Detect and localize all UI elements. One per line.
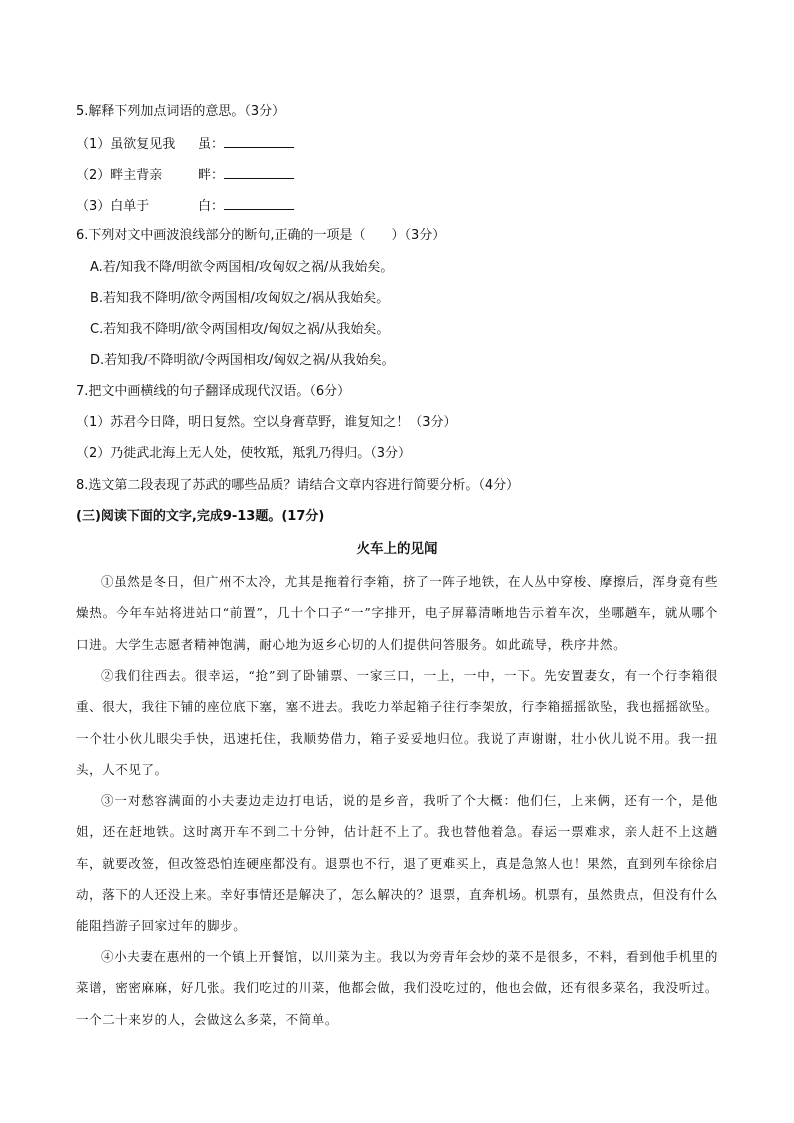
q5-item-text: （3）白单于 xyxy=(76,199,150,214)
q5-item-2 xyxy=(76,166,294,184)
q6-option-a: A.若/知我不降/明欲令两国相/攻匈奴之祸/从我始矣。 xyxy=(90,260,394,275)
q5-item-target: 畔： xyxy=(198,168,225,183)
q6-stem: 6.下列对文中画波浪线部分的断句,正确的一项是（ ）（3分） xyxy=(76,228,446,243)
q5-item-text: （1）虽欲复见我 xyxy=(76,137,176,152)
q7-stem: 7.把文中画横线的句子翻译成现代汉语。（6分） xyxy=(76,384,351,399)
section-heading: (三)阅读下面的文字,完成9-13题。(17分) xyxy=(76,509,325,524)
q6-option-c: C.若知我不降明/欲令两国相攻/匈奴之祸/从我始矣。 xyxy=(90,322,390,337)
article-paragraph-3: ③一对愁容满面的小夫妻边走边打电话，说的是乡音，我听了个大概：他们仨，上来俩，还有一个，是他姐，还在赶地铁。这时离开车不到二十分钟，估计赶不上了。我也替他着急。春运一票难求，亲人赶不上这趟车，就要改签，但改签恐怕连硬座都没有。退票也不行，退了更难买上，真是急煞人也！果然，直到列车徐徐启动，落下的人还没上来。幸好事情还是解决了，怎么解决的？退票，直奔机场。机票有，虽然贵点，但没有什么能阻挡游子回家过年的脚步。 xyxy=(76,793,718,934)
article-paragraph-2: ②我们往西去。很幸运，“抢”到了卧铺票、一家三口，一上，一中，一下。先安置妻女，有一个行李箱很重、很大，我往下铺的座位底下塞，塞不进去。我吃力举起箱子往行李架放，行李箱摇摇欲坠，我也摇摇欲坠。一个壮小伙儿眼尖手快，迅速托住，我顺势借力，箱子妥妥地归位。我说了声谢谢，壮小伙儿说不用。我一扭头，人不见了。 xyxy=(76,668,718,777)
q6-option-b: B.若知我不降明/欲令两国相/攻匈奴之/祸从我始矣。 xyxy=(90,291,390,306)
q5-item-1 xyxy=(76,135,294,153)
q5-item-3 xyxy=(76,197,294,215)
article-paragraph-4: ④小夫妻在惠州的一个镇上开餐馆，以川菜为主。我以为旁青年会炒的菜不是很多，不料，看到他手机里的菜谱，密密麻麻，好几张。我们吃过的川菜，他都会做，我们没吃过的，他也会做，还有很多菜名，我没听过。一个二十来岁的人，会做这么多菜，不简单。 xyxy=(76,949,718,1027)
q5-stem: 5.解释下列加点词语的意思。（3分） xyxy=(76,104,286,119)
article-title: 火车上的见闻 xyxy=(356,541,438,557)
article-paragraph-1: ①虽然是冬日，但广州不太冷，尤其是拖着行李箱，挤了一阵子地铁，在人丛中穿梭、摩擦后，浑身竟有些燥热。今年车站将进站口“前置”，几十个口子“一”字排开，电子屏幕清晰地告示着车次，坐哪趟车，就从哪个口进。大学生志愿者精神饱满，耐心地为返乡心切的人们提供问答服务。如此疏导，秩序井然。 xyxy=(76,574,718,652)
q5-item-target: 虽： xyxy=(198,137,225,152)
answer-blank[interactable] xyxy=(224,135,294,148)
answer-blank[interactable] xyxy=(224,197,294,210)
q5-item-text: （2）畔主背亲 xyxy=(76,168,163,183)
q6-option-d: D.若知我/不降明欲/令两国相攻/匈奴之祸/从我始矣。 xyxy=(90,353,395,368)
q8-stem: 8.选文第二段表现了苏武的哪些品质？请结合文章内容进行简要分析。（4分） xyxy=(76,478,520,493)
q7-item-1: （1）苏君今日降，明日复然。空以身膏草野，谁复知之！（3分） xyxy=(76,415,457,430)
q7-item-2: （2）乃徙武北海上无人处，使牧羝，羝乳乃得归。（3分） xyxy=(76,446,412,461)
q5-item-target: 白： xyxy=(198,199,225,214)
answer-blank[interactable] xyxy=(224,166,294,179)
